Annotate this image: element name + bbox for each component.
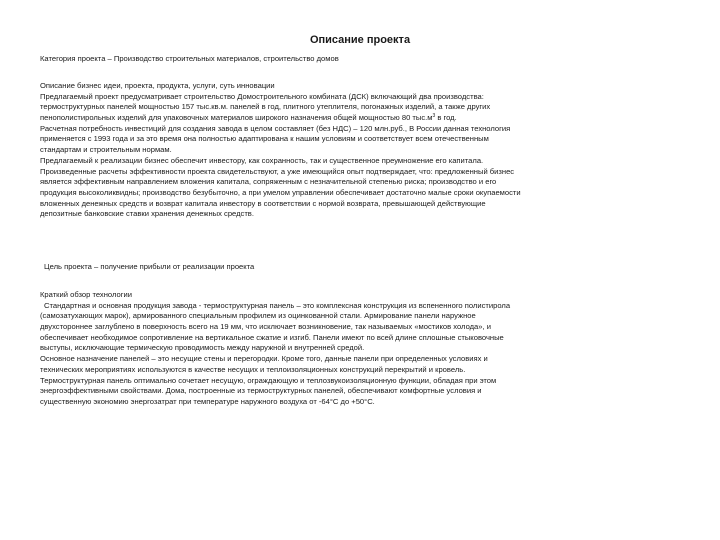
text-fragment: пенополистирольных изделий для упаковочных материалов широкого назначения общей мощностью 80 тыс.м: [40, 113, 433, 123]
text-fragment: в год.: [435, 113, 457, 123]
text-line: (самозатухающих марок), армированного специальным профилем из оцинкованной стали. Армирование панели наружное: [40, 311, 476, 321]
text-line: двухстороннее заглублено в поверхность всего на 19 мм, что исключает возникновение, так называемых «мостиков холода», и: [40, 322, 491, 332]
category-line: Категория проекта – Производство строительных материалов, строительство домов: [40, 54, 339, 63]
text-line: депозитные банковские ставки хранения денежных средств.: [40, 209, 254, 219]
text-line-capacity: [40, 113, 692, 124]
section-heading: Краткий обзор технологии: [40, 290, 132, 299]
text-line: Основное назначение панелей – это несущие стены и перегородки. Кроме того, данные панели при определенных условиях и: [40, 354, 488, 364]
superscript: 3: [432, 113, 436, 120]
text-line: выступы, исключающие термическую проводимость между наружной и внутренней средой.: [40, 343, 365, 353]
text-line: Стандартная и основная продукция завода - термоструктурная панель – это комплексная конструкция из вспененного полистирола: [44, 300, 511, 310]
section-idea: [40, 81, 692, 220]
text-line: Предлагаемый проект предусматривает строительство Домостроительного комбината (ДСК) включающий два производства:: [40, 91, 484, 101]
text-line: Расчетная потребность инвестиций для создания завода в целом составляет (без НДС) – 120 млн.руб., В России данная технология: [40, 123, 511, 133]
text-line: применяется с 1993 года и за это время она полностью адаптирована к нашим условиям и соответствует всем отечественным: [40, 134, 489, 144]
section-technology: [40, 290, 692, 408]
goal-line: Цель проекта – получение прибыли от реализации проекта: [44, 262, 255, 271]
text-line: технических мероприятиях используются в качестве несущих и теплоизоляционных конструкций перекрытий и кровель.: [40, 364, 466, 374]
text-line: существенную экономию энергозатрат при температуре наружного воздуха от -64°С до +50°С.: [40, 396, 375, 406]
text-line: стандартам и строительным нормам.: [40, 145, 172, 155]
text-line: Предлагаемый к реализации бизнес обеспечит инвестору, как сохранность, так и существенное преумножение его капитала.: [40, 155, 484, 165]
text-line: Произведенные расчеты эффективности проекта свидетельствуют, а уже имеющийся опыт подтверждает, что: предложенный бизнес: [40, 166, 515, 176]
project-goal: [40, 262, 692, 273]
project-category: [40, 54, 692, 65]
text-line: продукция высоколиквидны; производство безубыточно, а при умелом управлении обеспечивает достаточно малые сроки окупаемости: [40, 187, 521, 197]
text-line: вложенных денежных средств и возврат капитала инвестору в соответствии с нормой возврата, превышающей действующие: [40, 198, 486, 208]
text-line: Термоструктурная панель оптимально сочетает несущую, ограждающую и теплозвукоизоляционную функции, обладая при этом: [40, 375, 497, 385]
text-line: энергоэффективными свойствами. Дома, построенные из термоструктурных панелей, обеспечивают комфортные условия и: [40, 386, 482, 396]
section-heading: Описание бизнес идеи, проекта, продукта, услуги, суть инновации: [40, 81, 275, 90]
text-line: обеспечивает необходимое сопротивление на вертикальное сжатие и изгиб. Панели имеют по всей длине сплошные стыковочные: [40, 332, 504, 342]
text-line: термоструктурных панелей мощностью 157 тыс.кв.м. панелей в год, плитного утеплителя, погонажных изделий, а также других: [40, 102, 491, 112]
page-title: Описание проекта: [309, 34, 411, 46]
text-line: является эффективным направлением вложения капитала, сопряженным с незначительной степенью риска; производство и его: [40, 177, 497, 187]
